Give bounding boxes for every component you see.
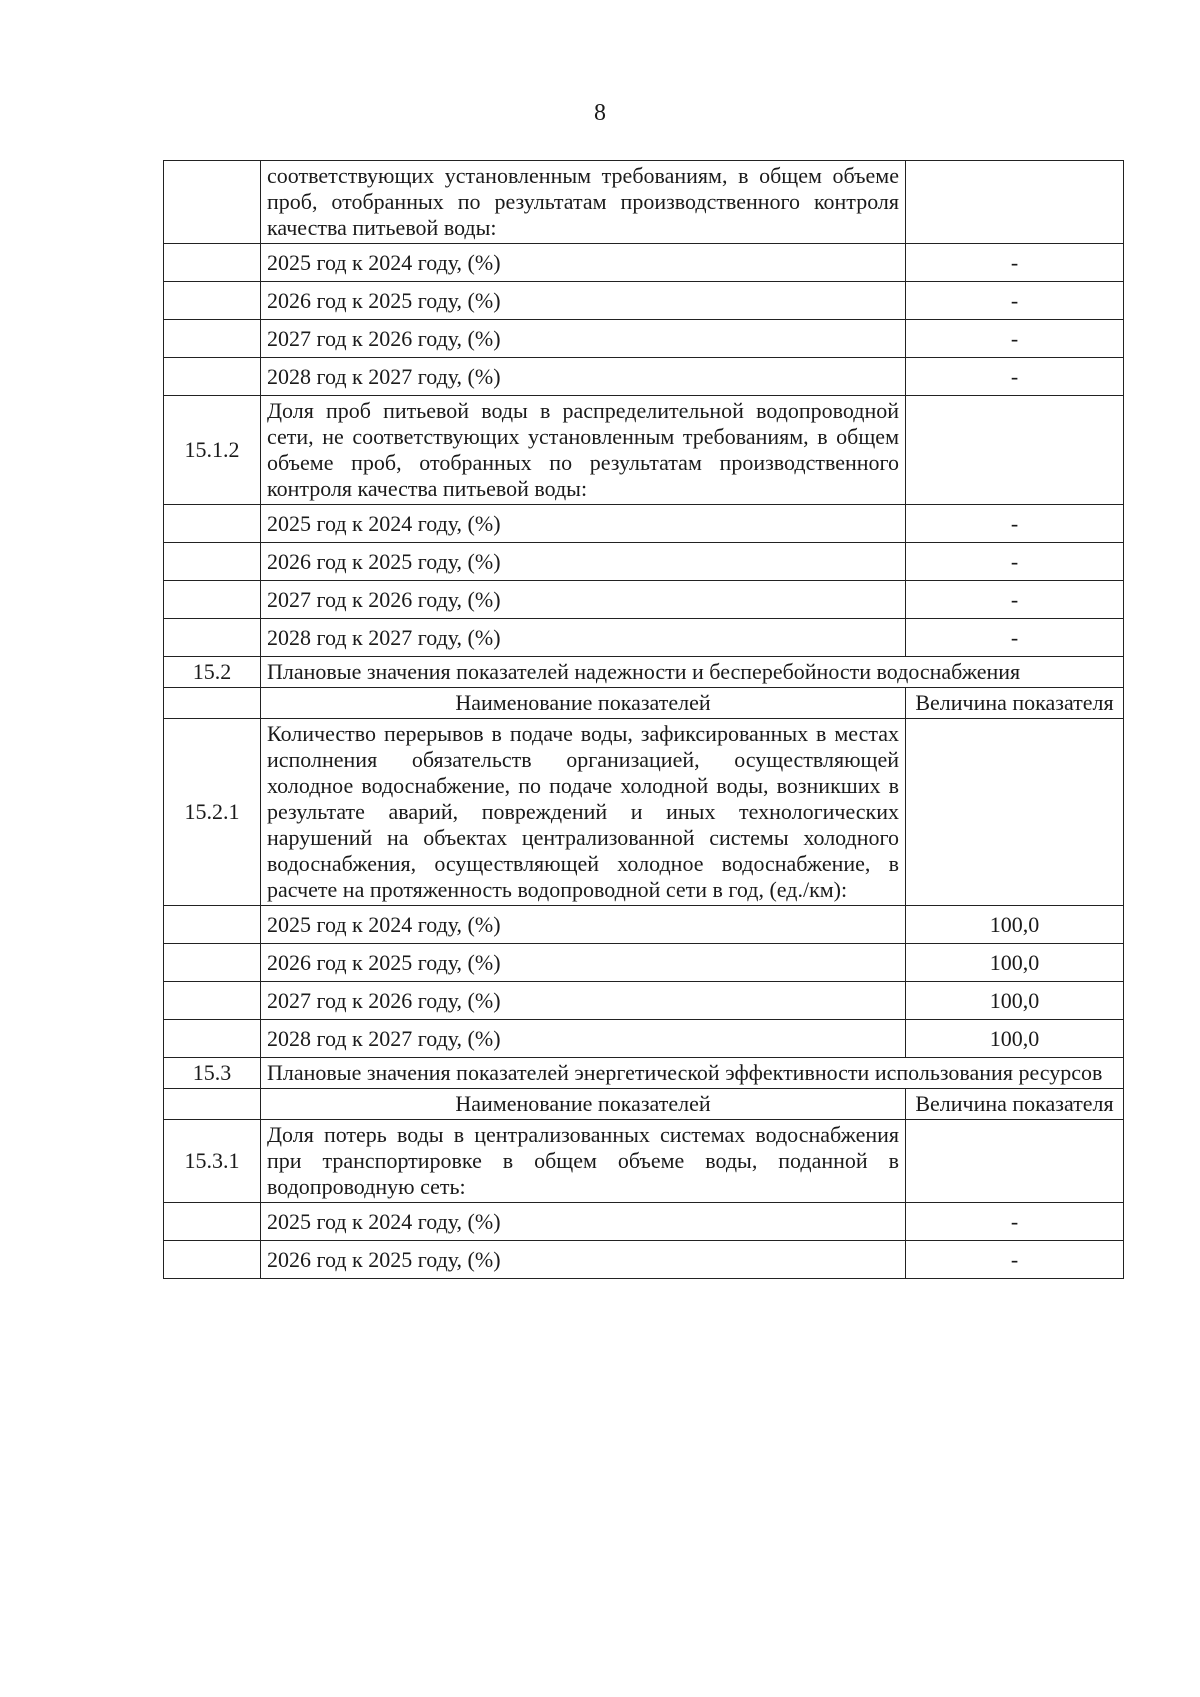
header-row [164,688,1124,719]
row-number [164,688,261,719]
indicator-value: - [906,282,1124,320]
row-number [164,543,261,581]
indicator-value: - [906,244,1124,282]
indicator-name: 2025 год к 2024 году, (%) [261,244,906,282]
indicators-table [163,160,1124,1279]
indicator-row [164,161,1124,244]
indicator-name: 2026 год к 2025 году, (%) [261,282,906,320]
column-header-value: Величина показателя [906,688,1124,719]
indicator-value [906,396,1124,505]
row-number [164,282,261,320]
section-title: Плановые значения показателей надежности и бесперебойности водоснабжения [261,657,1124,688]
indicator-value: - [906,505,1124,543]
indicator-value: - [906,619,1124,657]
indicator-name: 2026 год к 2025 году, (%) [261,543,906,581]
indicator-value: 100,0 [906,982,1124,1020]
row-number: 15.2.1 [164,719,261,906]
indicator-row [164,719,1124,906]
column-header-value: Величина показателя [906,1089,1124,1120]
indicator-value [906,719,1124,906]
section-row [164,1058,1124,1089]
header-row [164,1089,1124,1120]
row-number [164,244,261,282]
column-header-name: Наименование показателей [261,1089,906,1120]
row-number [164,1020,261,1058]
indicator-value: - [906,320,1124,358]
row-number [164,1089,261,1120]
year-row [164,505,1124,543]
row-number: 15.2 [164,657,261,688]
indicator-row [164,1120,1124,1203]
row-number [164,619,261,657]
indicator-name: 2028 год к 2027 году, (%) [261,619,906,657]
indicator-value [906,161,1124,244]
indicator-name: 2028 год к 2027 году, (%) [261,1020,906,1058]
row-number [164,358,261,396]
row-number [164,982,261,1020]
indicator-value: - [906,1203,1124,1241]
row-number [164,161,261,244]
year-row [164,244,1124,282]
year-row [164,581,1124,619]
indicator-name: 2025 год к 2024 году, (%) [261,1203,906,1241]
row-number [164,944,261,982]
indicator-value: - [906,581,1124,619]
indicator-name: 2028 год к 2027 году, (%) [261,358,906,396]
indicator-value: - [906,1241,1124,1279]
row-number: 15.3.1 [164,1120,261,1203]
indicator-value: 100,0 [906,944,1124,982]
year-row [164,1020,1124,1058]
year-row [164,906,1124,944]
column-header-name: Наименование показателей [261,688,906,719]
indicator-name: 2026 год к 2025 году, (%) [261,1241,906,1279]
indicator-value [906,1120,1124,1203]
row-number: 15.3 [164,1058,261,1089]
row-number [164,1203,261,1241]
row-number: 15.1.2 [164,396,261,505]
indicator-name: 2027 год к 2026 году, (%) [261,581,906,619]
indicator-name: соответствующих установленным требованиям, в общем объеме проб, отобранных по результатам производственного контроля качества питьевой воды: [261,161,906,244]
row-number [164,320,261,358]
row-number [164,906,261,944]
indicator-name: 2027 год к 2026 году, (%) [261,320,906,358]
indicator-value: - [906,543,1124,581]
section-row [164,657,1124,688]
year-row [164,619,1124,657]
year-row [164,320,1124,358]
indicator-row [164,396,1124,505]
page-number: 8 [594,100,606,126]
year-row [164,543,1124,581]
year-row [164,944,1124,982]
indicator-name: 2027 год к 2026 году, (%) [261,982,906,1020]
indicator-name: 2025 год к 2024 году, (%) [261,505,906,543]
row-number [164,581,261,619]
indicator-name: Количество перерывов в подаче воды, зафиксированных в местах исполнения обязательств организацией, осуществляющей холодное водоснабжение, по подаче холодной воды, возникших в результате аварий, повреждений и иных технологических нарушений на объектах централизованной системы холодного водоснабжения, осуществляющей холодное водоснабжение, в расчете на протяженность водопроводной сети в год, (ед./км): [261,719,906,906]
row-number [164,505,261,543]
indicator-value: 100,0 [906,906,1124,944]
year-row [164,358,1124,396]
indicator-name: Доля потерь воды в централизованных системах водоснабжения при транспортировке в общем объеме воды, поданной в водопроводную сеть: [261,1120,906,1203]
indicator-value: 100,0 [906,1020,1124,1058]
year-row [164,1203,1124,1241]
indicator-name: 2025 год к 2024 году, (%) [261,906,906,944]
section-title: Плановые значения показателей энергетической эффективности использования ресурсов [261,1058,1124,1089]
row-number [164,1241,261,1279]
indicator-name: 2026 год к 2025 году, (%) [261,944,906,982]
indicator-value: - [906,358,1124,396]
year-row [164,1241,1124,1279]
indicator-name: Доля проб питьевой воды в распределительной водопроводной сети, не соответствующих установленным требованиям, в общем объеме проб, отобранных по результатам производственного контроля качества питьевой воды: [261,396,906,505]
year-row [164,282,1124,320]
table-body [164,161,1124,1279]
year-row [164,982,1124,1020]
